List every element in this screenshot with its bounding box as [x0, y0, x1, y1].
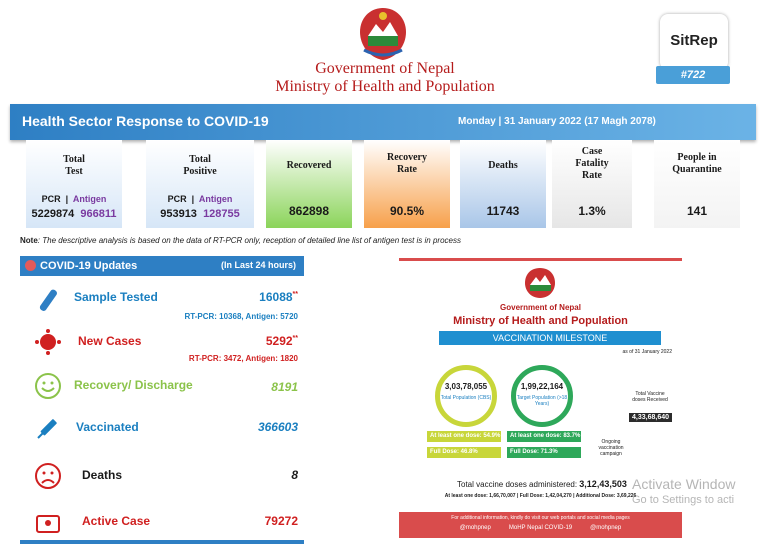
stat-label: Rate [582, 170, 602, 181]
right-one-dose-bar: At least one dose: 83.7% [507, 431, 581, 442]
antigen-value: 966811 [80, 208, 117, 220]
twitter-handle[interactable]: @mohpnep [459, 525, 491, 531]
smiley-icon [34, 372, 62, 400]
stat-quarantine [654, 140, 740, 228]
sitrep-badge [660, 14, 728, 70]
update-number: 16088 [259, 290, 293, 304]
stat-label: Test [65, 166, 83, 177]
stat-label: Case [581, 146, 603, 157]
stat-label: Total [189, 154, 211, 165]
stat-label: Quarantine [672, 164, 722, 175]
pcr-label: PCR [41, 194, 61, 204]
stat-label: Rate [397, 164, 417, 175]
received-caption: Total Vaccine doses Received [632, 391, 668, 403]
stat-label: Deaths [488, 160, 518, 171]
stat-value: 862898 [288, 204, 330, 218]
nepal-emblem-icon [517, 267, 563, 299]
antigen-value: 128755 [203, 208, 240, 220]
milestone-banner: VACCINATION MILESTONE [439, 331, 661, 345]
antigen-label: Antigen [198, 194, 233, 204]
patient-icon [34, 508, 62, 536]
nepal-emblem-icon [352, 6, 414, 62]
analysis-note [20, 236, 461, 245]
vac-gov-title: Government of Nepal [500, 303, 581, 312]
stat-total-test [26, 140, 122, 228]
total-administered [457, 479, 627, 489]
gov-line-1: Government of Nepal [315, 60, 455, 77]
watermark-line-1: Activate Window [632, 476, 736, 492]
pcr-value: 953913 [160, 208, 197, 220]
test-tube-icon [34, 286, 62, 314]
update-value: 8 [291, 468, 298, 482]
update-label: Deaths [82, 468, 123, 482]
update-label: Sample Tested [74, 290, 158, 304]
ongoing-campaign: Ongoing vaccination campaign [598, 439, 624, 457]
facebook-page[interactable]: MoHP Nepal COVID-19 [508, 525, 573, 531]
note-text: : The descriptive analysis is based on the data of RT-PCR only, reception of detailed line list of antigen test is in process [37, 236, 461, 245]
update-value: 79272 [264, 514, 298, 528]
target-population-caption: Target Population (>18 Years) [516, 395, 568, 407]
update-number: 5292 [265, 334, 293, 348]
total-population: 3,03,78,055 [444, 382, 488, 391]
footer-info: For additional information, kindly do visit our web portals and social media pages [451, 515, 630, 521]
stat-deaths [460, 140, 546, 228]
watermark-line-2: Go to Settings to acti [632, 494, 735, 506]
stat-label: Recovery [387, 152, 427, 163]
received-value: 4,33,68,640 [629, 413, 672, 422]
vac-footer [399, 512, 682, 538]
antigen-label: Antigen [72, 194, 107, 204]
instagram-handle[interactable]: @mohpnep [590, 525, 622, 531]
syringe-icon [34, 414, 62, 442]
total-population-circle [435, 365, 497, 427]
pcr-value: 5229874 [31, 208, 75, 220]
stat-label: Positive [183, 166, 217, 177]
virus-icon [25, 260, 36, 271]
note-label: Note [20, 236, 38, 245]
updates-title: COVID-19 Updates [40, 260, 138, 272]
footnote-mark: ** [292, 291, 298, 298]
update-value [259, 290, 298, 304]
target-population-circle [511, 365, 573, 427]
stat-label: People in [677, 152, 717, 163]
left-full-dose-bar: Full Dose: 46.8% [427, 447, 501, 458]
stat-recovery-rate [364, 140, 450, 228]
stat-label: Recovered [286, 160, 332, 171]
banner-title: Health Sector Response to COVID-19 [22, 113, 269, 129]
as-of-date: as of 31 January 2022 [622, 349, 672, 355]
sitrep-number: #722 [656, 66, 730, 84]
update-breakdown: RT-PCR: 10368, Antigen: 5720 [184, 312, 298, 321]
footnote-mark: ** [292, 335, 298, 342]
sad-face-icon [34, 462, 62, 490]
stat-value: 90.5% [389, 204, 425, 218]
total-label: Total vaccine doses administered: [457, 480, 578, 489]
separator: | [65, 194, 69, 204]
stat-label: Fatality [575, 158, 609, 169]
left-one-dose-bar: At least one dose: 54.9% [427, 431, 501, 442]
update-value [266, 334, 298, 348]
update-label: Recovery/ Discharge [74, 378, 193, 392]
government-title [0, 60, 770, 96]
total-population-caption: Total Population (CBS) [440, 395, 492, 401]
stat-value: 141 [686, 204, 708, 218]
ministry-line: Ministry of Health and Population [275, 78, 495, 95]
update-label: New Cases [78, 334, 142, 348]
banner-date: Monday | 31 January 2022 (17 Magh 2078) [458, 116, 656, 127]
update-label: Vaccinated [76, 420, 139, 434]
updates-header [20, 256, 304, 276]
dose-breakdown: At least one dose: 1,66,70,007 | Full Dose: 1,42,04,270 | Additional Dose: 3,69,226 [444, 493, 637, 499]
title-banner [10, 104, 756, 140]
stat-case-fatality-rate [552, 140, 632, 228]
pcr-label: PCR [167, 194, 187, 204]
virus-icon [34, 328, 62, 356]
updates-footer-bar [20, 540, 304, 544]
update-value: 8191 [271, 380, 298, 394]
update-label: Active Case [82, 514, 151, 528]
stat-value: 1.3% [578, 204, 606, 218]
update-breakdown: RT-PCR: 3472, Antigen: 1820 [188, 354, 298, 363]
stat-total-positive [146, 140, 254, 228]
stat-recovered [266, 140, 352, 228]
sitrep-label: SitRep [670, 32, 718, 49]
right-full-dose-bar: Full Dose: 71.3% [507, 447, 581, 458]
stat-label: Total [63, 154, 85, 165]
vac-ministry-title: Ministry of Health and Population [453, 315, 628, 327]
separator: | [191, 194, 195, 204]
total-value: 3,12,43,503 [579, 479, 627, 489]
target-population: 1,99,22,164 [520, 382, 564, 391]
activate-windows-watermark [632, 476, 735, 506]
updates-subtitle: (In Last 24 hours) [220, 260, 296, 270]
stat-value: 11743 [486, 204, 520, 218]
update-value: 366603 [257, 420, 298, 434]
